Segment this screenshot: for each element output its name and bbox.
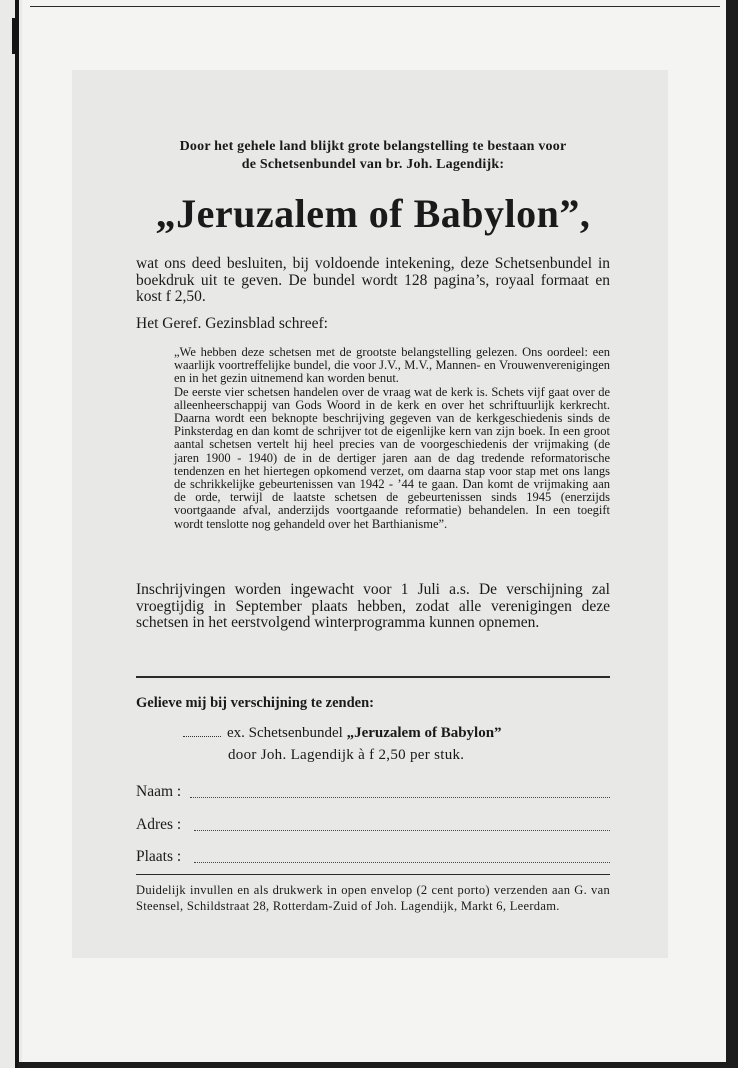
footer-instructions: Duidelijk invullen en als drukwerk in open envelop (2 cent porto) verzenden aan G. van Steensel, Schildstraat 28, Rotterdam-Zuid of Joh. Lagendijk, Markt 6, Leerdam. [136,883,610,913]
review-quote [174,346,610,531]
section-divider [136,676,610,678]
book-title: „Jeruzalem of Babylon”, [155,191,591,236]
name-field [136,782,610,802]
intro-line-2: de Schetsenbundel van br. Joh. Lagendijk: [241,157,505,172]
place-field [136,847,610,867]
intro-line-1: Door het gehele land blijkt grote belangstelling te bestaan voor [179,139,567,154]
address-input-line[interactable] [194,830,610,831]
name-input-line[interactable] [190,797,610,798]
order-price-line: door Joh. Lagendijk à f 2,50 per stuk. [228,747,465,763]
order-book-title: „Jeruzalem of Babylon” [346,725,502,741]
page-top-edge [30,6,720,7]
address-field [136,815,610,835]
place-label: Plaats : [136,848,182,865]
quantity-field[interactable] [183,724,221,737]
paragraph-announcement: wat ons deed besluiten, bij voldoende intekening, deze Schetsenbundel in boekdruk uit te geven. De bundel wordt 128 pagina’s, royaal formaat en kost f 2,50. [136,255,610,305]
footer-divider [136,874,610,875]
quote-part-2: De eerste vier schetsen handelen over de vraag wat de kerk is. Schets vijf gaat over de alleenheerschappij van Gods Woord in de kerk en over het schriftuurlijk kerkrecht. Daarna wordt een beknopte beschrijving gegeven van de kerkgeschiedenis sinds de Pinksterdag en dan komt de schrijver tot de eigenlijke kern van zijn boek. In een groot aantal schetsen vertelt hij heel precies van de voorgeschiedenis der vrijmaking (de jaren 1900 - 1940) de in de dertiger jaren aan de dag tredende reformatorische tendenzen en het hiertegen opkomend verzet, om daarna stap voor stap met ons langs de schrikkelijke gebeurtenissen van 1942 - ’44 te gaan. Dan komt de vrijmaking aan de orde, terwijl de laatste schetsen de gebeurtenissen sinds 1945 (enerzijds voortgaande afval, anderzijds voortgaande reformatie) behandelen. In een toegift wordt tenslotte nog gehandeld over het Barthianisme”. [174,384,610,531]
intro-heading [136,138,610,174]
order-heading: Gelieve mij bij verschijning te zenden: [136,695,374,711]
address-label: Adres : [136,816,182,833]
quote-part-1: „We hebben deze schetsen met de grootste belangstelling gelezen. Ons oordeel: een waarlijk voortreffelijke bundel, die voor J.V., M.V., Mannen- en Vrouwenverenigingen en in het gezin uitnemend kan worden benut. [174,345,610,386]
paragraph-subscription: Inschrijvingen worden ingewacht voor 1 Juli a.s. De verschijning zal vroegtijdig in September plaats hebben, zodat alle verenigingen deze schetsen in het eerstvolgend winterprogramma kunnen opnemen. [136,581,610,631]
paragraph-review-intro: Het Geref. Gezinsblad schreef: [136,315,328,332]
binding-spine [15,0,19,1068]
binding-mark [12,18,15,54]
page-bottom-edge [18,1062,728,1068]
page-right-edge [726,0,738,1068]
name-label: Naam : [136,783,182,800]
order-line [183,724,502,742]
place-input-line[interactable] [194,862,610,863]
order-prefix: ex. Schetsenbundel [227,725,347,741]
